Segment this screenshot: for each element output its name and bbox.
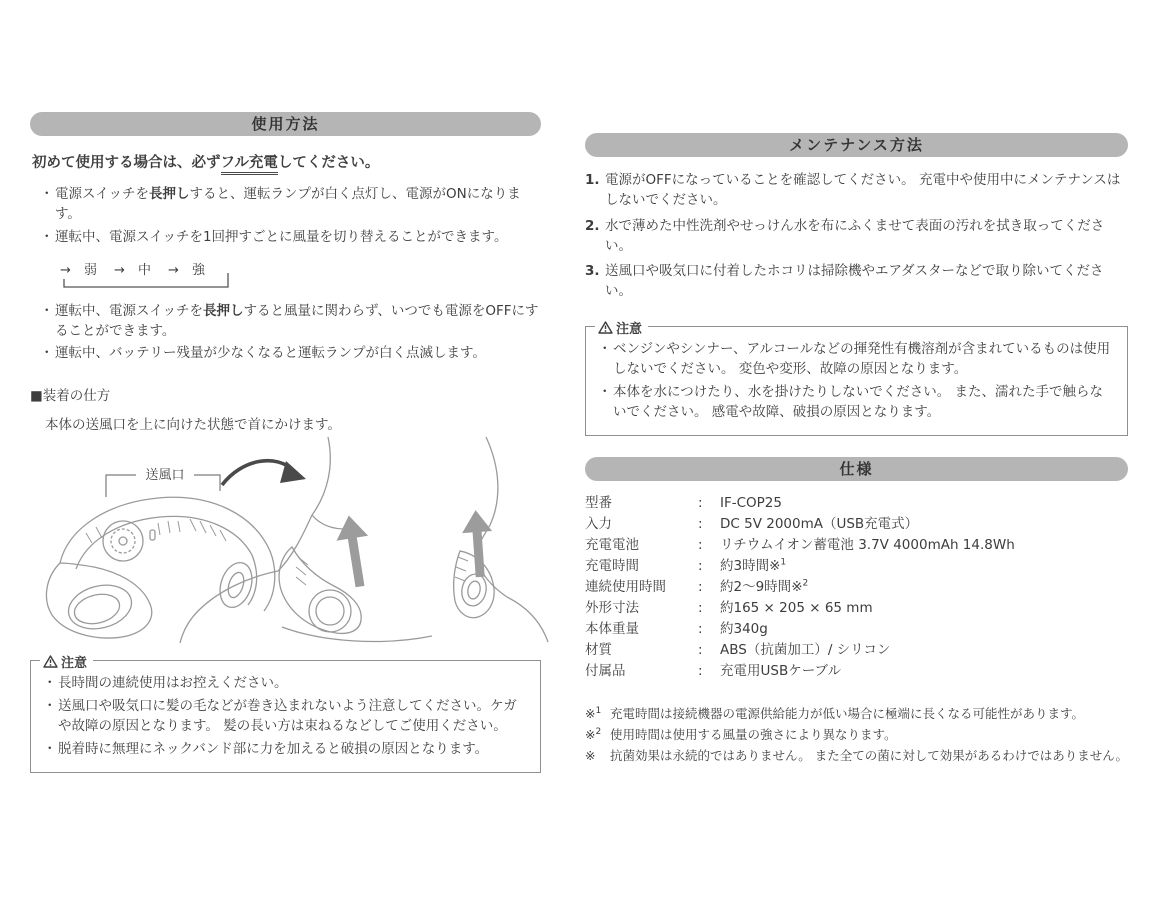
usage-bullets xyxy=(40,184,541,247)
spec-colon: : xyxy=(698,515,703,532)
maintenance-step xyxy=(585,216,1128,257)
maintenance-steps xyxy=(585,170,1128,302)
first-use-notice xyxy=(32,151,539,172)
caution-title: 注意 xyxy=(616,321,643,337)
usage-bullet-text: 運転中、バッテリー残量が少なくなると運転ランプが白く点滅します。 xyxy=(55,345,486,362)
maintenance-step xyxy=(585,170,1128,211)
caution-item-text: 本体を水につけたり、水を掛けたりしないでください。 また、濡れた手で触らないでください。 感電や故障、破損の原因となります。 xyxy=(613,384,1104,421)
usage-bullet-text: 運転中、電源スイッチを1回押すごとに風量を切り替えることができます。 xyxy=(55,228,508,245)
spec-row-material xyxy=(585,640,1128,661)
spec-colon: : xyxy=(698,494,703,511)
callout-line-right xyxy=(194,475,220,491)
airflow-arrow-icon xyxy=(461,509,496,578)
usage-section-header: 使用方法 xyxy=(30,112,541,136)
step-text: 電源がOFFになっていることを確認してください。 充電中や使用中にメンテナンスはしないでください。 xyxy=(605,172,1121,209)
footnote-mark: ※ xyxy=(769,557,781,574)
callout-line-left xyxy=(106,475,136,497)
spec-colon: : xyxy=(698,620,703,637)
caution-item-text: 送風口や吸気口に髪の毛などが巻き込まれないよう注意してください。ケガや故障の原因となります。 髪の長い方は束ねるなどしてご使用ください。 xyxy=(58,697,517,734)
usage-column xyxy=(30,112,541,773)
footnote-mark xyxy=(585,704,610,723)
maintenance-section-header: メンテナンス方法 xyxy=(585,133,1128,157)
full-charge-underlined: フル充電 xyxy=(221,155,278,175)
bullet-bold-segment: 長押し xyxy=(202,302,244,319)
footnote-text: 充電時間は接続機器の電源供給能力が低い場合に極端に長くなる可能性があります。 xyxy=(610,705,1085,721)
warning-icon xyxy=(598,321,613,334)
spec-label: 材質 xyxy=(585,641,612,658)
step-number: 1. xyxy=(585,172,600,188)
wind-cycle-return-arrow: → xyxy=(60,262,71,278)
arrow-icon: → xyxy=(114,262,125,278)
spec-value-text: 約3時間 xyxy=(720,557,770,574)
bullet-bold-segment: 長押し xyxy=(148,186,190,202)
first-use-notice-post: してください。 xyxy=(277,155,380,171)
footnote-sup: 2 xyxy=(802,578,809,588)
step-number: 2. xyxy=(585,217,600,234)
maintenance-step xyxy=(585,261,1128,302)
air-outlet-label: 送風口 xyxy=(145,467,185,483)
footnote-antibacterial xyxy=(585,746,1128,765)
first-use-notice-pre: 初めて使用する場合は、必ず xyxy=(32,155,221,171)
spec-colon: : xyxy=(698,536,703,553)
footnote-usage-time xyxy=(585,725,1128,744)
spec-row-dimensions xyxy=(585,598,1128,619)
maintenance-caution-box xyxy=(585,321,1128,436)
spec-value: 約165 × 205 × 65 mm xyxy=(720,599,873,616)
wearing-heading xyxy=(30,384,541,404)
footnote-text: 使用時間は使用する風量の強さにより異なります。 xyxy=(610,726,897,742)
spec-colon: : xyxy=(698,662,703,679)
wearing-illustration xyxy=(30,435,550,648)
bullet-marker: ・ xyxy=(40,302,54,319)
caution-item xyxy=(43,696,528,737)
spec-colon: : xyxy=(698,557,703,574)
caution-item xyxy=(43,673,528,693)
footnotes xyxy=(585,704,1128,766)
person-neck-sketch xyxy=(180,437,548,643)
spec-value: IF-COP25 xyxy=(720,494,782,511)
warning-icon xyxy=(43,655,58,668)
arrow-icon: → xyxy=(168,262,179,278)
caution-legend xyxy=(595,318,648,337)
wind-level-low: 弱 xyxy=(84,262,98,278)
spec-row-accessories xyxy=(585,661,1128,682)
wind-level-mid: 中 xyxy=(138,262,152,278)
spec-colon: : xyxy=(698,578,703,595)
bullet-segment: 電源スイッチを xyxy=(55,186,149,202)
spec-row-model xyxy=(585,493,1128,514)
specs-table xyxy=(585,493,1128,682)
spec-colon: : xyxy=(698,599,703,616)
caution-item xyxy=(598,382,1115,423)
maintenance-column xyxy=(585,133,1128,768)
bullet-marker: ・ xyxy=(43,674,57,691)
caution-item xyxy=(43,739,528,759)
caution-item-text: 長時間の連続使用はお控えください。 xyxy=(58,674,288,691)
spec-value-text: 約2～9時間 xyxy=(720,578,792,595)
usage-bullet-power-off xyxy=(40,301,541,342)
bullet-marker: ・ xyxy=(40,345,54,362)
airflow-arrow-icon xyxy=(333,512,376,588)
spec-value: リチウムイオン蓄電池 3.7V 4000mAh 14.8Wh xyxy=(720,536,1015,553)
bullet-marker: ・ xyxy=(598,340,612,357)
spec-value xyxy=(720,556,1128,577)
bullet-segment: すると風量に関わらず、いつでも電源をOFFにすることができます。 xyxy=(55,302,539,339)
spec-value xyxy=(720,577,1128,598)
footnote-sup: 1 xyxy=(595,705,602,716)
spec-label: 充電電池 xyxy=(585,536,639,553)
caution-item xyxy=(598,339,1115,380)
step-number: 3. xyxy=(585,263,600,279)
spec-label: 外形寸法 xyxy=(585,599,639,616)
spec-value: DC 5V 2000mA（USB充電式） xyxy=(720,515,919,532)
note-symbol: ※ xyxy=(585,705,596,721)
footnote-charge-time xyxy=(585,704,1128,723)
usage-bullet-text xyxy=(55,184,541,225)
wind-level-high: 強 xyxy=(192,262,206,278)
usage-bullet-power-on xyxy=(40,184,541,225)
caution-item-text: 脱着時に無理にネックバンド部に力を加えると破損の原因となります。 xyxy=(58,741,489,758)
note-symbol: ※ xyxy=(585,726,596,742)
footnote-mark xyxy=(585,746,610,765)
caution-legend xyxy=(40,652,93,671)
bullet-marker: ・ xyxy=(40,228,54,245)
footnote-text: 抗菌効果は永続的ではありません。 また全ての菌に対して効果があるわけではありません。 xyxy=(610,748,1128,764)
spec-row-charge-time xyxy=(585,556,1128,577)
spec-label: 付属品 xyxy=(585,662,626,679)
spec-label: 充電時間 xyxy=(585,557,639,574)
spec-colon: : xyxy=(698,641,703,658)
footnote-sup: 2 xyxy=(595,726,602,737)
spec-value: ABS（抗菌加工）/ シリコン xyxy=(720,641,891,658)
spec-value: 充電用USBケーブル xyxy=(720,662,841,679)
usage-bullet-wind-switch xyxy=(40,227,541,247)
footnote-mark: ※ xyxy=(791,578,803,595)
bullet-marker: ・ xyxy=(43,741,57,758)
note-symbol: ※ xyxy=(585,748,596,764)
step-text: 送風口や吸気口に付着したホコリは掃除機やエアダスターなどで取り除いてください。 xyxy=(605,263,1104,300)
wind-cycle-diagram xyxy=(52,255,252,295)
usage-bullets-2 xyxy=(40,301,541,364)
footnote-mark xyxy=(585,725,610,744)
spec-value: 約340g xyxy=(720,620,768,637)
bullet-segment: 運転中、電源スイッチを xyxy=(55,302,203,319)
wearing-heading-text: 装着の仕方 xyxy=(42,387,111,404)
caution-item-text: ベンジンやシンナー、アルコールなどの揮発性有機溶剤が含まれているものは使用しないでください。 変色や変形、故障の原因となります。 xyxy=(613,340,1111,377)
bullet-marker: ・ xyxy=(43,697,57,714)
bullet-marker: ・ xyxy=(598,384,612,400)
rotation-arrow-icon xyxy=(222,460,306,484)
spec-row-battery xyxy=(585,535,1128,556)
air-outlet-callout xyxy=(106,468,220,497)
usage-caution-box xyxy=(30,655,541,773)
footnote-sup: 1 xyxy=(780,557,787,567)
usage-bullet-battery-low xyxy=(40,343,541,363)
bullet-marker: ・ xyxy=(40,186,54,202)
neck-fan-device-sketch xyxy=(46,497,274,638)
step-text: 水で薄めた中性洗剤やせっけん水を布にふくませて表面の汚れを拭き取ってください。 xyxy=(605,217,1105,254)
spec-label: 入力 xyxy=(585,515,612,532)
square-marker-icon: ■ xyxy=(30,387,43,404)
wearing-instruction: 本体の送風口を上に向けた状態で首にかけます。 xyxy=(45,416,341,433)
caution-title: 注意 xyxy=(61,655,88,671)
bullet-segment: すると、運転ランプが白く点灯し、電源がONになります。 xyxy=(55,186,521,223)
spec-label: 型番 xyxy=(585,494,612,511)
specs-section-header: 仕様 xyxy=(585,457,1128,481)
usage-bullet-text xyxy=(55,301,541,342)
spec-label: 本体重量 xyxy=(585,620,639,637)
spec-row-weight xyxy=(585,619,1128,640)
spec-row-input xyxy=(585,514,1128,535)
spec-label: 連続使用時間 xyxy=(585,578,666,595)
spec-row-runtime xyxy=(585,577,1128,598)
